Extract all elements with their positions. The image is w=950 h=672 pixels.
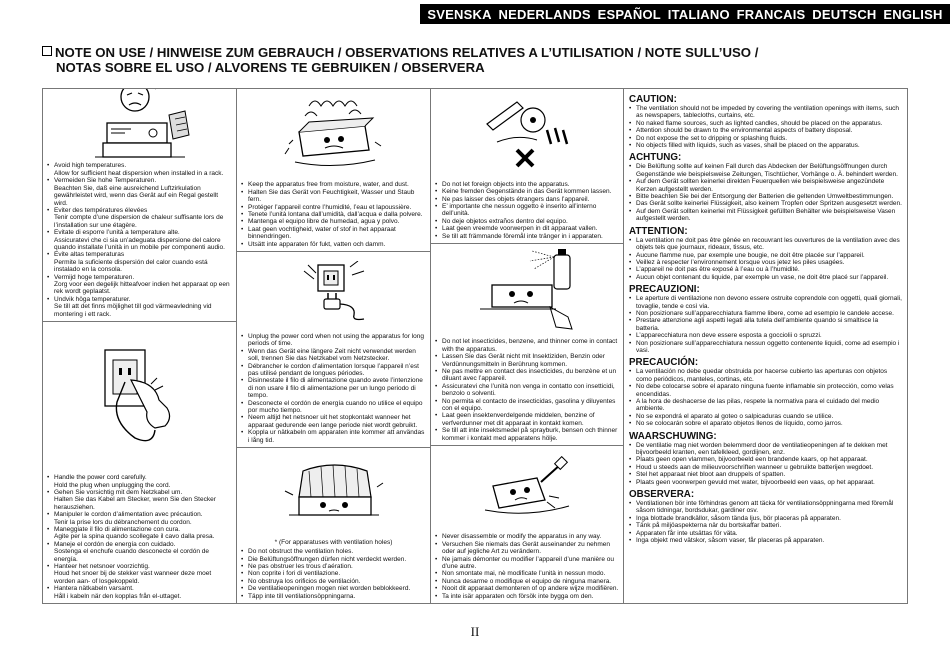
- list-item: Halten Sie das Kabel am Stecker, wenn Sie den Stecker herausziehen.: [54, 496, 216, 511]
- list-item: • Le aperture di ventilazione non devono essere ostruite coprendole con oggetti, quali giornali, tovaglie, tende e così via.: [629, 295, 902, 310]
- caution-de: [629, 150, 902, 223]
- lang-deutsch[interactable]: DEUTSCH: [812, 6, 877, 22]
- list-item: Hold the plug when unplugging the cord.: [54, 481, 171, 489]
- column-2: [237, 89, 431, 603]
- list-item: Se till att det finns möjlighet till god värmeavledning vid montering i ett rack.: [54, 303, 212, 318]
- caution-title: PRECAUZIONI:: [629, 284, 700, 296]
- cell-insecticide: [431, 244, 623, 446]
- list-item: Zorg voor een degelijk hitteafvoer indien het apparaat op een rek wordt geplaatst.: [54, 280, 230, 296]
- list-item: • No debe colocarse sobre el aparato ninguna fuente inflamable sin protección, como velas encendidas.: [629, 383, 902, 398]
- list-item: • Avoid high temperatures.: [47, 162, 232, 169]
- list-item: Agite per la spina quando scollegate il cavo dalla presa.: [54, 533, 215, 541]
- ventilation-illustration: [237, 448, 430, 539]
- list-item: Houd het snoer bij de stekker vast wanneer deze moet worden aan- of losgekoppeld.: [54, 570, 212, 585]
- cell-cord: [43, 322, 236, 603]
- lang-english[interactable]: ENGLISH: [883, 6, 943, 22]
- screwdriver-amp-icon: [477, 456, 577, 522]
- list-item: • Mantenga el equipo libre de humedad, agua y polvo.: [241, 218, 426, 225]
- list-item: • Se till att främmande föremål inte tränger in i apparaten.: [435, 233, 619, 240]
- list-item: • Evitate di esporre l’unità a temperature alte.: [47, 229, 232, 236]
- list-item: • Evite altas temperaturas: [47, 251, 232, 258]
- list-item: • Keine fremden Gegenstände in das Gerät kommen lassen.: [435, 188, 619, 195]
- list-item: • Do not let foreign objects into the apparatus.: [435, 181, 619, 188]
- lang-italiano[interactable]: ITALIANO: [667, 6, 730, 22]
- list-item: • La ventilation ne doit pas être gênée en recouvrant les ouvertures de la ventilation avec des objets tels que journaux, rideaux, tissus, etc.: [629, 237, 902, 252]
- list-item: • Unplug the power cord when not using the apparatus for long periods of time.: [241, 333, 426, 348]
- list-item: • La ventilación no debe quedar obstruida por hacerse cubierto las aperturas con objetos como periódicos, manteles, cortinas, etc.: [629, 368, 902, 383]
- list-item: • Versuchen Sie niemals das Gerät auseinander zu nehmen oder auf jegliche Art zu verändern.: [435, 541, 619, 556]
- cell-unplug: [237, 252, 430, 448]
- heat-list: [43, 160, 236, 321]
- list-item: • Handle the power cord carefully.: [47, 474, 232, 481]
- list-item: • Nooit dit apparaat demonteren of op andere wijze modifiëren.: [435, 585, 619, 592]
- unplug-list: [237, 331, 430, 447]
- list-item: • Manipuler le cordon d’alimentation avec précaution.: [47, 511, 232, 518]
- list-item: • Laat geen insektenverdelgende middelen, benzine of verfverdunner met dit apparaat in kontakt komen.: [435, 412, 619, 427]
- cell-foreign: [431, 89, 623, 244]
- list-item: • The ventilation should not be impeded by covering the ventilation openings with items, such as newspapers, tablecloths, curtains, etc.: [629, 105, 902, 120]
- lang-espanol[interactable]: ESPAÑOL: [597, 6, 661, 22]
- list-item: • Assicuratevi che l’unità non venga in contatto con insetticidi, benzolo o solventi.: [435, 383, 619, 398]
- foreign-illustration: [431, 89, 623, 179]
- list-item: • No permita el contacto de insecticidas, gasolina y diluyentes con el equipo.: [435, 398, 619, 413]
- list-item: • Halten Sie das Gerät von Feuchtigkeit, Wasser und Staub fern.: [241, 189, 426, 204]
- list-item: Beachten Sie, daß eine ausreichend Luftzirkulation gewährleistet wird, wenn das Gerät auf ein Regal gestellt wird.: [54, 184, 219, 207]
- list-item: • Auf dem Gerät sollten keinerlei mit Flüssigkeit gefüllten Behälter wie beispielsweise Vasen aufgestellt werden.: [629, 208, 902, 223]
- list-item: Sostenga el enchufe cuando desconecte el cordón de energía.: [54, 548, 210, 563]
- list-item: • Maneje el cordón de energía con cuidado.: [47, 541, 232, 548]
- list-item: • L’apparecchiatura non deve essere esposta a gocciolii o spruzzi.: [629, 332, 902, 339]
- list-item: • Tänk på miljöaspekterna när du bortskaffar batteri.: [629, 522, 902, 529]
- list-item: • Non posizionare sull’apparecchiatura nessun oggetto contenente liquidi, come ad esempio i vasi.: [629, 340, 902, 355]
- heat-illustration: [43, 89, 236, 160]
- list-item: • Maneggiate il filo di alimentazione con cura.: [47, 526, 232, 533]
- list-item: • Tenete l’unità lontana dall’umidità, dall’acqua e dalla polvere.: [241, 211, 426, 218]
- cell-ventilation: [237, 448, 430, 603]
- list-item: • Ne pas obstruer les trous d’aération.: [241, 563, 426, 570]
- caution-en: [629, 92, 902, 150]
- page-number: II: [470, 624, 480, 639]
- caution-it: [629, 282, 902, 355]
- wall-plug-hand-icon: [95, 342, 185, 452]
- list-item: • No se expondrá el aparato al goteo o salpicaduras cuando se utilice.: [629, 413, 902, 420]
- list-item: • Non coprite i fori di ventilazione.: [241, 570, 426, 577]
- list-item: • Koppla ur nätkabeln om apparaten inte kommer att användas i lång tid.: [241, 429, 426, 444]
- list-item: • Nunca desarme o modifique el equipo de ninguna manera.: [435, 578, 619, 585]
- ventilation-footnote: * (For apparatuses with ventilation holes): [274, 539, 393, 547]
- list-item: • No objects filled with liquids, such as vases, shall be placed on the apparatus.: [629, 142, 902, 149]
- list-item: Assicuratevi che ci sia un’adeguata dispersione del calore quando installate l’unità in un mobile per componenti audio.: [54, 236, 225, 251]
- list-item: • Se till att inte insektsmedel på sprayburk, bensen och thinner kommer i kontakt med apparatens hölje.: [435, 427, 619, 442]
- list-item: • No obstruya los orificios de ventilación.: [241, 578, 426, 585]
- list-item: • E’ importante che nessun oggetto è inserito all’interno dell’unità.: [435, 203, 619, 218]
- list-item: • Apparaten får inte utsättas för väta.: [629, 530, 902, 537]
- list-item: • Débrancher le cordon d’alimentation lorsque l’appareil n’est pas utilisé pendant de longues périodes.: [241, 363, 426, 378]
- list-item: • Never disassemble or modify the apparatus in any way.: [435, 533, 619, 540]
- page-heading: [42, 45, 922, 75]
- list-item: • No se colocarán sobre el aparato objetos llenos de líquido, como jarros.: [629, 420, 902, 427]
- list-item: • L’appareil ne doit pas être exposé à l’eau ou à l’humidité.: [629, 266, 902, 273]
- list-item: • Wenn das Gerät eine längere Zeit nicht verwendet werden soll, trennen Sie das Netzkabel vom Netzstecker.: [241, 348, 426, 363]
- list-item: • Disinnestate il filo di alimentazione quando avete l’intenzione di non usare il filo di alimentazione per un lungo periodo di tempo.: [241, 377, 426, 399]
- list-item: • Plaats geen open vlammen, bijvoorbeeld een brandende kaars, op het apparaat.: [629, 456, 902, 463]
- list-item: • Protéger l’appareil contre l’humidité, l’eau et lapoussière.: [241, 204, 426, 211]
- cord-list: [43, 472, 236, 603]
- disassemble-illustration: [431, 446, 623, 531]
- caution-title: OBSERVERA:: [629, 489, 695, 501]
- list-item: • Hanteer het netsnoer voorzichtig.: [47, 563, 232, 570]
- list-item: • Undvik höga temperaturer.: [47, 296, 232, 303]
- list-item: • Gehen Sie vorsichtig mit dem Netzkabel um.: [47, 489, 232, 496]
- list-item: Allow for sufficient heat dispersion when installed in a rack.: [54, 169, 224, 177]
- caution-es: [629, 355, 902, 428]
- list-item: • De ventilatieopeningen mogen niet worden beblokkeerd.: [241, 585, 426, 592]
- list-item: • Ne pas laisser des objets étrangers dans l’appareil.: [435, 196, 619, 203]
- spray-can-icon: [472, 247, 582, 333]
- caution-nl: [629, 429, 902, 487]
- moisture-list: [237, 179, 430, 251]
- list-item: • Vermeiden Sie hohe Temperaturen.: [47, 177, 232, 184]
- list-item: • No deje objetos extraños dentro del equipo.: [435, 218, 619, 225]
- list-item: • Houd u steeds aan de milieuvoorschriften wanneer u gebruikte batterijen wegdoet.: [629, 464, 902, 471]
- foreign-list: [431, 179, 623, 243]
- insecticide-list: [431, 336, 623, 445]
- cord-illustration: [43, 322, 236, 472]
- list-item: • Bitte beachten Sie bei der Entsorgung der Batterien die geltenden Umweltbestimmungen.: [629, 193, 902, 200]
- list-item: • Ta inte isär apparaten och försök inte bygga om den.: [435, 593, 619, 600]
- list-item: • Eviter des températures élevées: [47, 207, 232, 214]
- list-item: Håll i kabeln när den kopplas från el-uttaget.: [54, 592, 182, 600]
- list-item: • Stel het apparaat niet bloot aan druppels of spatten.: [629, 471, 902, 478]
- notes-grid: [42, 88, 908, 604]
- list-item: • Hantera nätkabeln varsamt.: [47, 585, 232, 592]
- list-item: • Do not let insecticides, benzene, and thinner come in contact with the apparatus.: [435, 338, 619, 353]
- caution-title: PRECAUCIÓN:: [629, 357, 699, 369]
- cell-disassemble: [431, 446, 623, 603]
- ventilation-list: [237, 546, 430, 603]
- list-item: • Desconecte el cordón de energía cuando no utilice el equipo por mucho tiempo.: [241, 400, 426, 415]
- list-item: • No naked flame sources, such as lighted candles, should be placed on the apparatus.: [629, 120, 902, 127]
- list-item: • A la hora de deshacerse de las pilas, respete la normativa para el cuidado del medio ambiente.: [629, 398, 902, 413]
- checkbox-square-icon: [42, 46, 52, 56]
- lang-nederlands[interactable]: NEDERLANDS: [498, 6, 591, 22]
- list-item: • Inga objekt med vätskor, såsom vaser, får placeras på apparaten.: [629, 537, 902, 544]
- list-item: Permite la suficiente dispersión del calor cuando está instalado en la consola.: [54, 258, 208, 274]
- list-item: • Ne pas mettre en contact des insecticides, du benzène et un diluant avec l’appareil.: [435, 368, 619, 383]
- foreign-objects-icon: [477, 94, 577, 174]
- covered-amp-icon: [279, 457, 389, 531]
- column-1: [43, 89, 237, 603]
- list-item: • Täpp inte till ventilationsöppningarna.: [241, 593, 426, 600]
- list-item: • Neem altijd het netsnoer uit het stopkontakt wanneer het apparaat gedurende een lange periode niet wordt gebruikt.: [241, 414, 426, 429]
- caution-sv: [629, 487, 902, 545]
- list-item: Tenir compte d’une dispersion de chaleur suffisante lors de l’installation sur une étagère.: [54, 214, 224, 229]
- caution-title: CAUTION:: [629, 94, 677, 105]
- list-item: • Das Gerät sollte keinerlei Flüssigkeit, also keinem Tropfen oder Spritzen ausgesetzt werden.: [629, 200, 902, 207]
- list-item: • Aucun objet contenant du liquide, par exemple un vase, ne doit être placé sur l’appareil.: [629, 274, 902, 281]
- caution-column: [624, 89, 907, 603]
- list-item: • Die Belüftung sollte auf keinen Fall durch das Abdecken der Belüftungsöffnungen durch Gegenstände wie beispielsweise Zeitungen, Tischtücher, Vorhänge o. Ä. behindert werden.: [629, 163, 902, 178]
- list-item: • Die Belüftungsöffnungen dürfen nicht verdeckt werden.: [241, 556, 426, 563]
- caution-title: ACHTUNG:: [629, 152, 682, 164]
- cell-heat: [43, 89, 236, 322]
- unplugged-cord-icon: [294, 261, 374, 321]
- list-item: • Inga blottade brandkällor, såsom tända ljus, bör placeras på apparaten.: [629, 515, 902, 522]
- list-item: • Do not obstruct the ventilation holes.: [241, 548, 426, 555]
- list-item: • Laat geen vochtigheid, water of stof in het apparaat binnendringen.: [241, 226, 426, 241]
- insecticide-illustration: [431, 244, 623, 336]
- list-item: • Prestare attenzione agli aspetti legati alla tutela dell’ambiente quando si smaltisce la batteria.: [629, 317, 902, 332]
- list-item: • Plaats geen voorwerpen gevuld met water, bijvoorbeeld een vaas, op het apparaat.: [629, 479, 902, 486]
- list-item: • Veillez à respecter l’environnement lorsque vous jetez les piles usagées.: [629, 259, 902, 266]
- list-item: • Laat geen vreemde voorwerpen in dit apparaat vallen.: [435, 225, 619, 232]
- language-bar: [420, 4, 950, 24]
- caution-fr: [629, 224, 902, 282]
- list-item: Tenir la prise lors du débranchement du cordon.: [54, 518, 192, 526]
- list-item: • Keep the apparatus free from moisture, water, and dust.: [241, 181, 426, 188]
- list-item: • Attention should be drawn to the environmental aspects of battery disposal.: [629, 127, 902, 134]
- list-item: • Non smontate mai, nè modificate l’unità in nessun modo.: [435, 570, 619, 577]
- caution-title: WAARSCHUWING:: [629, 430, 717, 442]
- list-item: • Vermijd hoge temperaturen.: [47, 274, 232, 281]
- column-3: [431, 89, 624, 603]
- cell-moisture: [237, 89, 430, 252]
- list-item: • Utsätt inte apparaten för fukt, vatten och damm.: [241, 241, 426, 248]
- list-item: • De ventilatie mag niet worden belemmerd door de ventilatieopeningen af te dekken met bijvoorbeeld kranten, een tafelkleed, gordijnen, enz.: [629, 442, 902, 457]
- disassemble-list: [431, 531, 623, 603]
- lang-francais[interactable]: FRANCAIS: [736, 6, 806, 22]
- list-item: • Lassen Sie das Gerät nicht mit Insektiziden, Benzin oder Verdünnungsmitteln in Berührung kommen.: [435, 353, 619, 368]
- unplug-illustration: [237, 252, 430, 331]
- lang-svenska[interactable]: SVENSKA: [427, 6, 492, 22]
- list-item: • Ventilationen bör inte förhindras genom att täcka för ventilationsöppningarna med föremål såsom tidningar, bordsdukar, gardiner osv.: [629, 500, 902, 515]
- heading-line-1: NOTE ON USE / HINWEISE ZUM GEBRAUCH / OBSERVATIONS RELATIVES A L’UTILISATION / NOTE SULL’USO /: [55, 45, 759, 60]
- list-item: • Ne jamais démonter ou modifier l’appareil d’une manière ou d’une autre.: [435, 556, 619, 571]
- list-item: • Non posizionare sull’apparecchiatura fiamme libere, come ad esempio le candele accese.: [629, 310, 902, 317]
- list-item: • Auf dem Gerät sollten keinerlei direkten Feuerquellen wie beispielsweise angezündete Kerzen aufgestellt werden.: [629, 178, 902, 193]
- moisture-amp-icon: [279, 92, 389, 176]
- list-item: • Aucune flamme nue, par exemple une bougie, ne doit être placée sur l’appareil.: [629, 252, 902, 259]
- heading-line-2: NOTAS SOBRE EL USO / ALVORENS TE GEBRUIKEN / OBSERVERA: [56, 60, 485, 75]
- list-item: • Do not expose the set to dripping or splashing fluids.: [629, 135, 902, 142]
- moisture-illustration: [237, 89, 430, 179]
- caution-title: ATTENTION:: [629, 225, 688, 237]
